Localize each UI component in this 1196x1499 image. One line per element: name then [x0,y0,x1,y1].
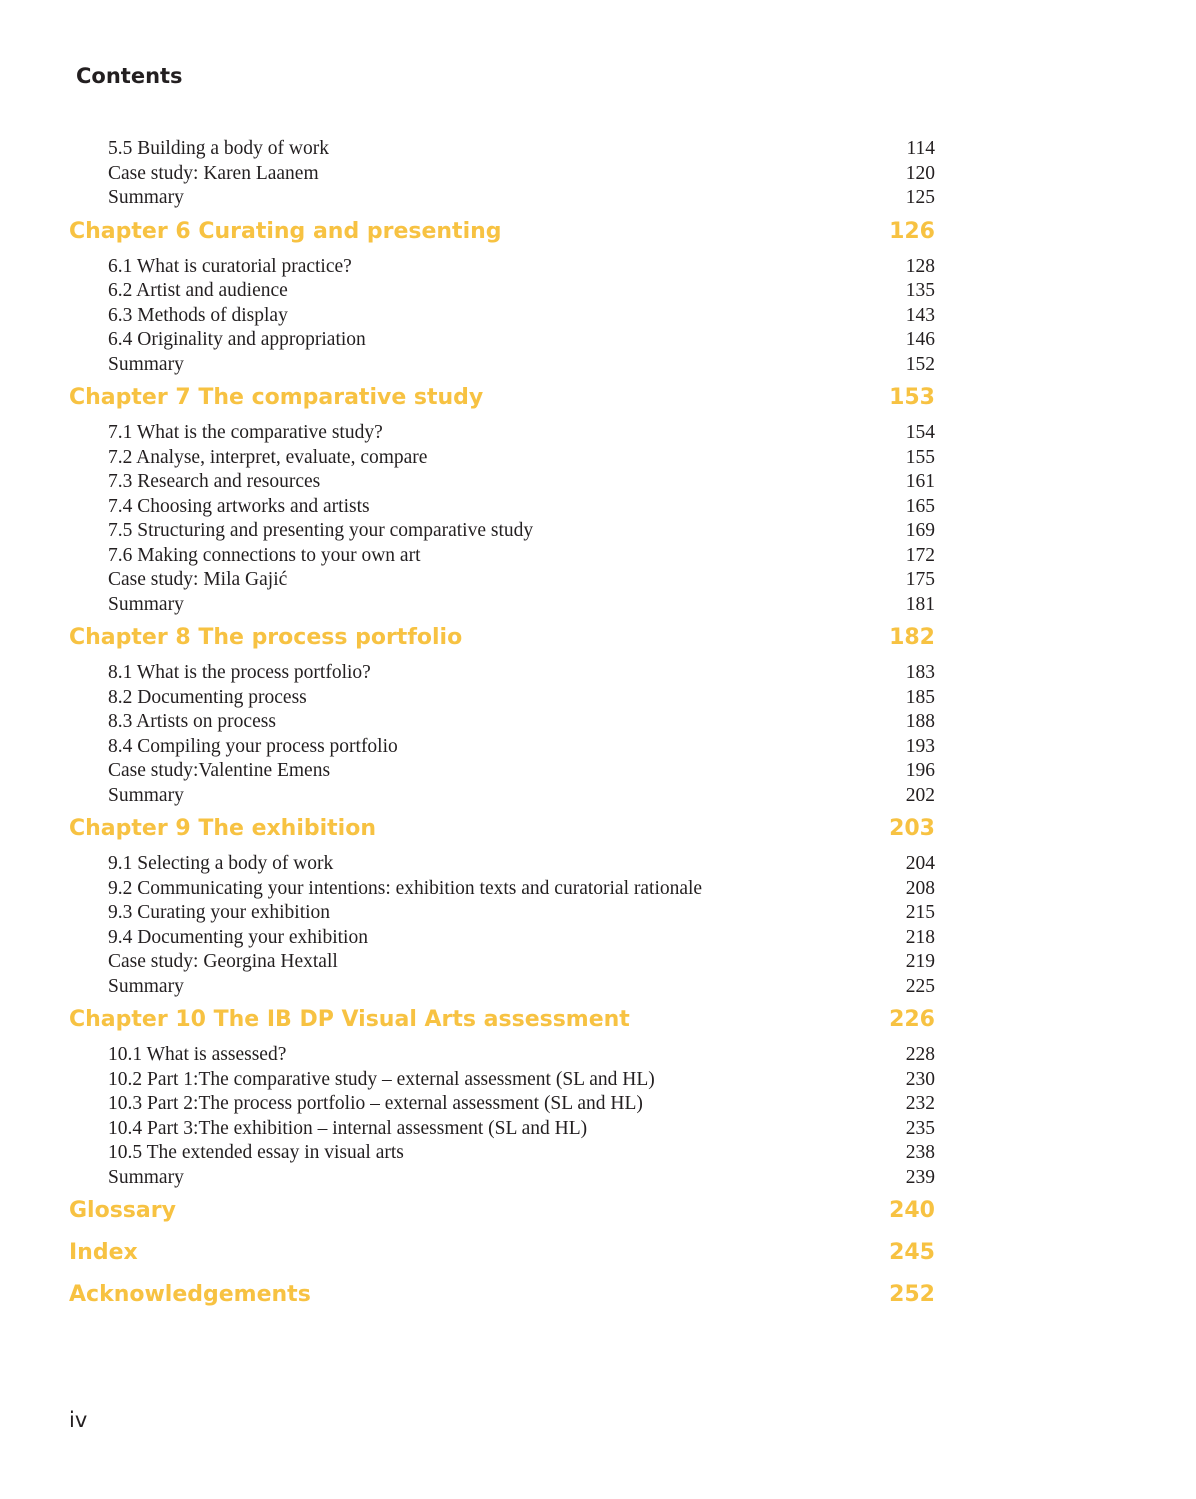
toc-entry[interactable] [0,852,1196,877]
chapter-heading[interactable] [0,623,1196,661]
entry-title: Case study: Karen Laanem [108,162,319,184]
toc-entry[interactable] [0,926,1196,951]
entry-page-number: 219 [905,951,935,972]
entry-page-number: 204 [905,853,935,874]
entry-title: 7.3 Research and resources [108,471,321,492]
back-matter-page-number: 252 [889,1282,935,1307]
back-matter-title: Glossary [69,1198,176,1223]
toc-entry[interactable] [0,1117,1196,1142]
entry-title: 10.4 Part 3:The exhibition – internal assessment (SL and HL) [108,1117,588,1139]
entry-page-number: 155 [905,446,935,468]
back-matter-page-number: 245 [889,1240,935,1265]
toc-entry[interactable] [0,1141,1196,1166]
entry-page-number: 154 [905,422,935,443]
entry-title: Summary [108,784,184,806]
entry-page-number: 188 [905,711,935,732]
entry-page-number: 128 [905,255,935,277]
entry-title: Case study: Georgina Hextall [108,951,338,972]
entry-title: 9.1 Selecting a body of work [108,853,334,874]
toc-entry[interactable] [0,735,1196,760]
toc-entry[interactable] [0,568,1196,593]
toc-entry[interactable] [0,975,1196,1000]
entry-title: 8.4 Compiling your process portfolio [108,735,398,757]
chapter-page-number: 182 [889,625,935,650]
entry-title: 6.2 Artist and audience [108,280,288,301]
toc-entry[interactable] [0,495,1196,520]
toc-entry[interactable] [0,421,1196,446]
toc-entry[interactable] [0,950,1196,975]
entry-title: 8.1 What is the process portfolio? [108,662,371,683]
entry-title: 6.3 Methods of display [108,304,288,326]
chapter-title: Chapter 10 The IB DP Visual Arts assessment [69,1007,630,1032]
entry-page-number: 181 [905,593,935,615]
chapter-title: Chapter 7 The comparative study [69,385,484,410]
page-number: iv [69,1408,88,1432]
chapter-page-number: 203 [889,816,935,841]
entry-page-number: 175 [905,569,935,590]
entry-page-number: 169 [905,520,935,541]
toc-entry[interactable] [0,1092,1196,1117]
toc-entry[interactable] [0,446,1196,471]
toc-entry[interactable] [0,470,1196,495]
chapter-title: Chapter 6 Curating and presenting [69,218,502,244]
entry-title: Summary [108,1166,184,1188]
entry-page-number: 135 [905,280,935,301]
entry-title: 6.1 What is curatorial practice? [108,255,352,277]
entry-page-number: 228 [905,1044,935,1065]
back-matter-heading[interactable] [0,1280,1196,1322]
toc-entry[interactable] [0,255,1196,280]
entry-page-number: 196 [905,760,935,781]
entry-page-number: 230 [905,1068,935,1090]
entry-page-number: 218 [905,926,935,948]
entry-page-number: 193 [905,735,935,757]
toc-entry[interactable] [0,1068,1196,1093]
toc-entry[interactable] [0,304,1196,329]
entry-title: 8.2 Documenting process [108,686,307,708]
toc-entry[interactable] [0,519,1196,544]
entry-page-number: 215 [905,902,935,923]
chapter-heading[interactable] [0,814,1196,852]
back-matter-page-number: 240 [889,1198,935,1223]
back-matter-heading[interactable] [0,1238,1196,1280]
toc-entry[interactable] [0,784,1196,809]
entry-title: 7.1 What is the comparative study? [108,422,383,443]
entry-page-number: 225 [905,975,935,997]
entry-title: 8.3 Artists on process [108,711,276,732]
entry-page-number: 172 [905,544,935,566]
toc-entry[interactable] [0,186,1196,211]
entry-title: 7.4 Choosing artworks and artists [108,495,370,517]
toc-entry[interactable] [0,353,1196,378]
entry-page-number: 202 [905,784,935,806]
entry-title: 9.2 Communicating your intentions: exhibition texts and curatorial rationale [108,877,703,899]
chapter-title: Chapter 9 The exhibition [69,816,377,841]
toc-entry[interactable] [0,1043,1196,1068]
entry-title: 10.1 What is assessed? [108,1044,287,1065]
entry-title: 9.4 Documenting your exhibition [108,926,368,948]
toc-entry[interactable] [0,137,1196,162]
entry-page-number: 185 [905,686,935,708]
toc-entry[interactable] [0,279,1196,304]
chapter-page-number: 226 [889,1007,935,1032]
entry-title: 6.4 Originality and appropriation [108,329,366,350]
entry-page-number: 183 [905,662,935,683]
page-title: Contents [76,64,183,88]
toc-entry[interactable] [0,328,1196,353]
toc-entry[interactable] [0,759,1196,784]
toc-entry[interactable] [0,661,1196,686]
entry-title: Case study:Valentine Emens [108,760,331,781]
back-matter-title: Acknowledgements [69,1282,311,1307]
entry-page-number: 143 [905,304,935,326]
toc-entry[interactable] [0,593,1196,618]
toc-entry[interactable] [0,901,1196,926]
toc-entry[interactable] [0,544,1196,569]
chapter-page-number: 153 [889,385,935,410]
entry-title: 7.2 Analyse, interpret, evaluate, compare [108,446,428,468]
chapter-heading[interactable] [0,383,1196,421]
entry-page-number: 146 [905,329,935,350]
chapter-page-number: 126 [889,218,935,244]
entry-page-number: 120 [905,162,935,184]
entry-page-number: 208 [905,877,935,899]
entry-page-number: 238 [905,1142,935,1163]
entry-title: 10.5 The extended essay in visual arts [108,1142,404,1163]
entry-page-number: 114 [906,138,935,159]
toc-entry[interactable] [0,1166,1196,1191]
entry-title: Summary [108,353,184,375]
entry-title: 10.2 Part 1:The comparative study – external assessment (SL and HL) [108,1068,655,1090]
back-matter-heading[interactable] [0,1196,1196,1238]
entry-title: 7.6 Making connections to your own art [108,544,421,566]
entry-title: 10.3 Part 2:The process portfolio – external assessment (SL and HL) [108,1093,643,1114]
chapter-heading[interactable] [0,217,1196,255]
entry-page-number: 239 [905,1166,935,1188]
entry-title: Case study: Mila Gajić [108,569,288,590]
toc-entry[interactable] [0,686,1196,711]
entry-page-number: 125 [905,187,935,208]
entry-page-number: 235 [905,1117,935,1139]
entry-title: 9.3 Curating your exhibition [108,902,331,923]
entry-title: Summary [108,187,184,208]
entry-page-number: 161 [905,471,935,492]
entry-title: Summary [108,975,184,997]
entry-title: Summary [108,593,184,615]
toc-entry[interactable] [0,710,1196,735]
toc-entry[interactable] [0,877,1196,902]
chapter-heading[interactable] [0,1005,1196,1043]
back-matter-title: Index [69,1240,138,1265]
entry-title: 7.5 Structuring and presenting your comparative study [108,520,534,541]
entry-page-number: 152 [905,353,935,375]
toc-entry[interactable] [0,162,1196,187]
entry-page-number: 232 [905,1093,935,1114]
entry-page-number: 165 [905,495,935,517]
chapter-title: Chapter 8 The process portfolio [69,625,463,650]
entry-title: 5.5 Building a body of work [108,138,329,159]
table-of-contents [0,137,1196,1322]
